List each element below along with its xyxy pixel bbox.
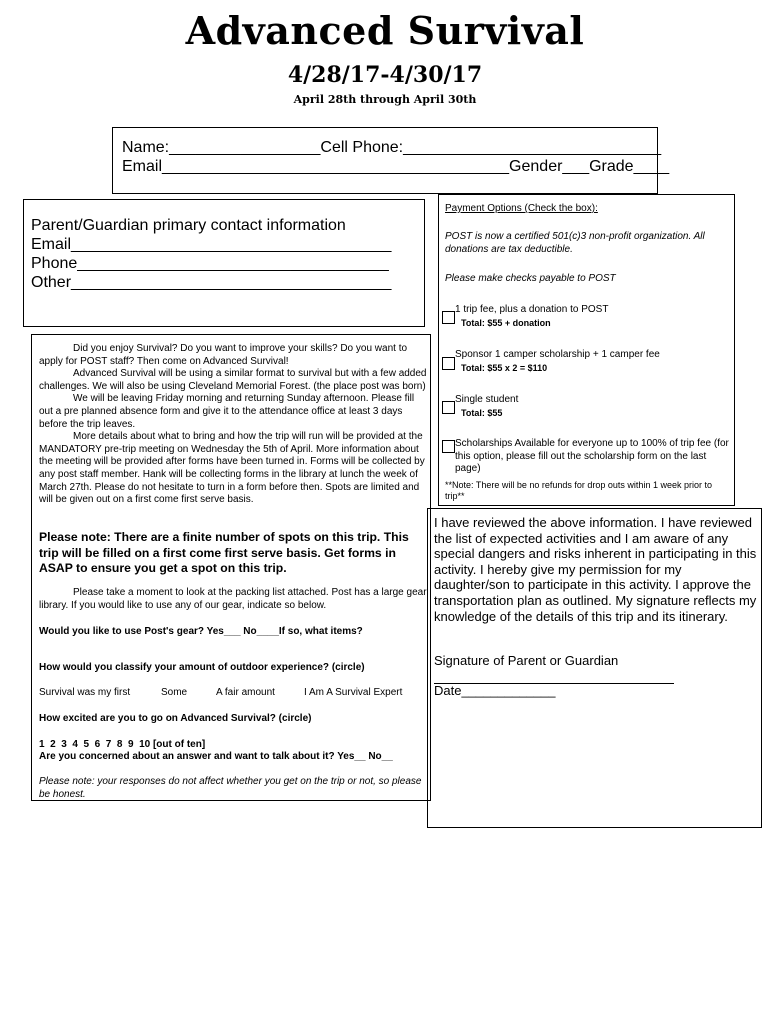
option-checkbox-2[interactable] [442,357,455,370]
trip-dates: 4/28/17-4/30/17 [287,62,483,88]
option-checkbox-3[interactable] [442,401,455,414]
option-total-2: Total: $55 x 2 = $110 [461,363,548,373]
scholarship-checkbox[interactable] [442,440,455,453]
signature-label: Signature of Parent or Guardian [434,653,619,668]
experience-question: How would you classify your amount of outdoor experience? (circle) [39,662,365,673]
name-phone-line[interactable]: Name:_________________Cell Phone:_____________________________ [122,139,662,156]
info-text [39,343,427,507]
guardian-other-field[interactable]: Other____________________________________ [31,274,392,291]
consent-box [427,508,762,828]
option-label-3: Single student [455,394,519,405]
student-info-box [112,127,670,194]
excitement-question: How excited are you to go on Advanced Survival? (circle) [39,713,312,724]
option-checkbox-1[interactable] [442,311,455,324]
payment-heading: Payment Options (Check the box): [445,203,598,214]
nonprofit-note: POST is now a certified 501(c)3 non-profit organization. All donations are tax deductible. [445,231,705,255]
date-field[interactable]: Date_____________ [434,683,556,698]
trip-info-box [31,334,431,801]
experience-option-4[interactable]: I Am A Survival Expert [304,687,403,698]
payment-options-box [438,194,735,506]
checks-note: Please make checks payable to POST [445,273,616,284]
concern-question[interactable]: Are you concerned about an answer and want to talk about it? Yes__ No__ [39,751,393,762]
finite-spots-note: Please note: There are a finite number of spots on this trip. This trip will be filled on a first come first serve basis. Get forms in ASAP to ensure you get a spot on this trip. [39,530,409,576]
option-label-1: 1 trip fee, plus a donation to POST [455,304,609,315]
packing-note: Please take a moment to look at the packing list attached. Post has a large gear library. If you would like to use any of our gear, indicate so below. [39,587,427,611]
guardian-heading: Parent/Guardian primary contact information [31,217,346,234]
experience-option-1[interactable]: Survival was my first [39,687,131,698]
info-para-3: We will be leaving Friday morning and returning Sunday afternoon. Please fill out a pre planned absence form and give it to the attendance office at least 3 days before the trip leaves. [39,393,415,430]
email-gender-grade-line[interactable]: Email_______________________________________Gender___Grade____ [122,158,670,175]
trip-dates-subtitle: April 28th through April 30th [293,93,477,106]
info-para-1: Did you enjoy Survival? Do you want to improve your skills? Do you want to apply for POST staff? Then come on Advanced Survival! [39,343,408,367]
guardian-info-box [23,199,425,327]
honesty-note: Please note: your responses do not affect whether you get on the trip or not, so please be honest. [39,776,422,800]
option-label-2: Sponsor 1 camper scholarship + 1 camper fee [455,349,660,360]
option-total-3: Total: $55 [461,408,503,418]
gear-question[interactable]: Would you like to use Post's gear? Yes___ No____If so, what items? [39,626,363,637]
option-total-1: Total: $55 + donation [461,318,551,328]
refund-note: **Note: There will be no refunds for drop outs within 1 week prior to trip** [445,480,712,501]
guardian-phone-field[interactable]: Phone___________________________________ [31,255,389,272]
experience-option-3[interactable]: A fair amount [216,687,275,698]
page-title: Advanced Survival [185,8,585,53]
guardian-email-field[interactable]: Email____________________________________ [31,236,392,253]
info-para-4: More details about what to bring and how the trip will run will be provided at the MANDATORY pre-trip meeting on Wednesday the 5th of April. More information about the meeting will be provided after forms have been turned in. Forms will be collected by any post staff member. Hank will be collecting forms in the library at lunch the week of March 27th. Please do not hesitate to turn in a form before then. Spots are limited and will be given out on a first come first serve basis. [39,431,425,506]
consent-text: I have reviewed the above information. I have reviewed the list of expected activities and I am aware of any special dangers and risks inherent in participating in this activity. I hereby give my permission for my daughter/son to participate in this activity. I approve the transportation plan as outlined. My signature reflects my knowledge of the details of this trip and its itinerary. [434,515,757,624]
experience-option-2[interactable]: Some [161,687,188,698]
scholarship-label: Scholarships Available for everyone up to 100% of trip fee (for this option, please fill out the scholarship form on the last page) [455,438,729,475]
excitement-scale[interactable]: 1 2 3 4 5 6 7 8 9 10 [out of ten] [39,739,206,750]
info-para-2: Advanced Survival will be using a similar format to survival but with a few added challenges. We will also be using Cleveland Memorial Forest. (the place post was born) [39,368,427,392]
